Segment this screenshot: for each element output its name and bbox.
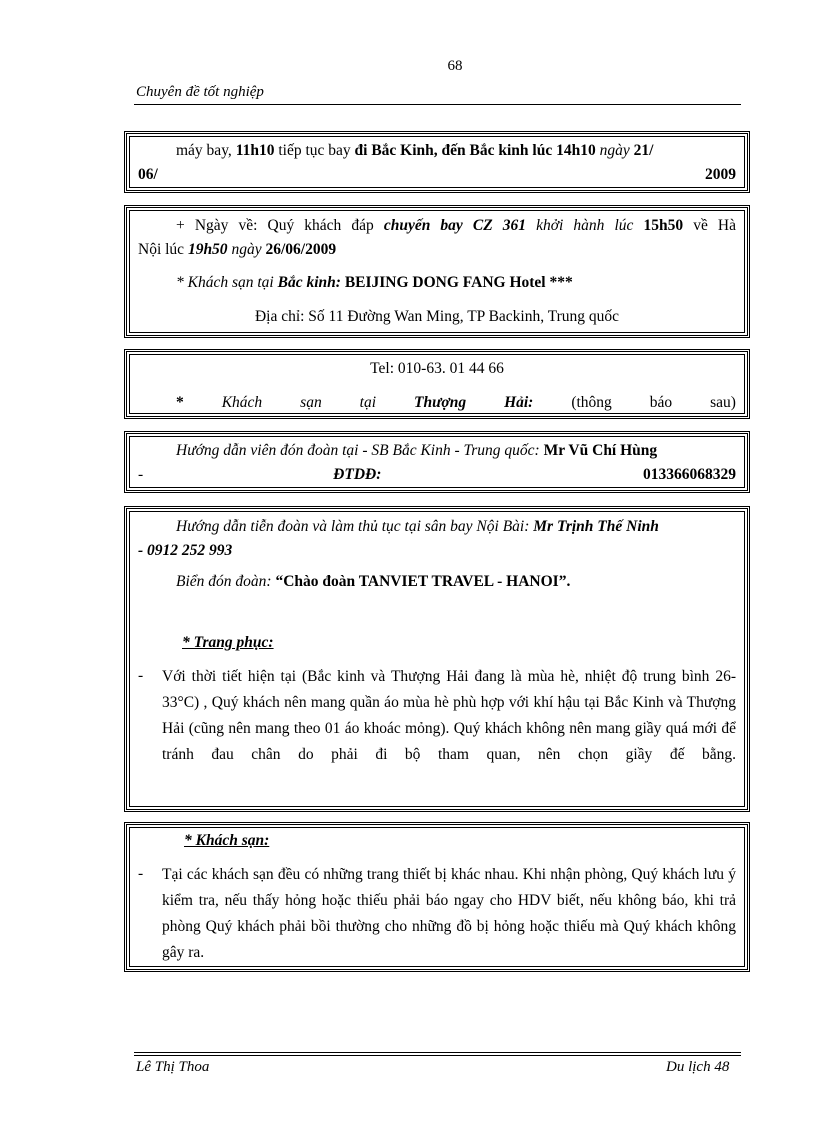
hotel-address: Địa chỉ: Số 11 Đường Wan Ming, TP Backinh, Trung quốc (254, 308, 620, 325)
footer-label: Du lịch 48 (666, 1059, 730, 1075)
footer-rule (134, 1055, 741, 1056)
text: đi Bắc Kinh, đến Bắc kinh lúc 14h10 (354, 142, 596, 159)
text: Hải: (504, 394, 534, 411)
text: Hướng dẫn tiễn đoàn và làm thủ tục tại sân bay Nội Bài: (176, 518, 530, 535)
flight-line-2 (138, 163, 736, 187)
hotel-text: Tại các khách sạn đều có những trang thiết bị khác nhau. Khi nhận phòng, Quý khách lưu ý kiểm tra, nếu thấy hỏng hoặc thiếu phải báo ngay cho HDV biết, nếu không báo, khi trả phòng Quý khách phải bồi thường cho những đồ bị hỏng hoặc thiếu mà Quý khách không gây ra. (162, 866, 736, 961)
text: Mr Trịnh Thế Ninh (529, 518, 659, 535)
text: sạn (300, 394, 322, 411)
text: 11h10 (235, 142, 275, 159)
text: Nội lúc (138, 241, 188, 258)
return-line-1 (138, 214, 736, 238)
hotel-shanghai (138, 391, 736, 415)
return-line-2 (138, 238, 736, 262)
section-clothing (138, 631, 736, 655)
text: Khách (221, 394, 263, 411)
footer-author: Lê Thị Thoa (136, 1059, 210, 1075)
text: “Chào đoàn TANVIET TRAVEL - HANOI”. (275, 573, 571, 590)
tel-box (124, 349, 750, 419)
text: + Ngày về: Quý khách đáp (176, 217, 384, 234)
text: 2009 (705, 166, 736, 183)
text: BEIJING DONG FANG Hotel *** (340, 274, 573, 291)
text: khởi hành lúc (526, 217, 634, 234)
text: 06/ (138, 166, 158, 183)
text: 21/ (629, 142, 654, 159)
flight-box (124, 131, 750, 193)
guide-box (124, 431, 750, 493)
text: - (138, 466, 144, 483)
send-off-box (124, 506, 750, 812)
text: * Khách sạn: (184, 832, 270, 849)
header-rule (134, 104, 741, 105)
text: Mr Vũ Chí Hùng (539, 442, 658, 459)
text: 013366068329 (643, 466, 736, 483)
text: sau) (710, 394, 736, 411)
bullet: - (138, 865, 144, 882)
hotel-item (138, 862, 736, 966)
welcome-sign (138, 570, 736, 594)
text: Thượng (414, 394, 467, 411)
text: Biển đón đoàn: (176, 573, 276, 590)
guide-line-2 (138, 463, 736, 487)
page-number: 68 (447, 58, 463, 74)
section-hotel (138, 829, 736, 853)
send-off-phone: - 0912 252 993 (138, 542, 233, 559)
text: * Trang phục: (182, 634, 274, 651)
text: 19h50 (187, 241, 228, 258)
text: báo (649, 394, 673, 411)
text: * (176, 394, 184, 411)
clothing-item (138, 664, 736, 768)
text: (thông (571, 394, 612, 411)
hotel-beijing (138, 271, 736, 295)
text: ĐTDĐ: (333, 466, 382, 483)
text: 15h50 (633, 217, 684, 234)
header-title: Chuyên đề tốt nghiệp (136, 84, 264, 100)
bullet: - (138, 667, 144, 684)
text: chuyến bay CZ 361 (383, 217, 527, 234)
text: Bắc kinh: (277, 274, 341, 291)
guide-line-1 (138, 439, 736, 463)
text: ngày (595, 142, 630, 159)
flight-line-1 (138, 139, 736, 163)
text: 26/06/2009 (261, 241, 337, 258)
footer-rule (134, 1052, 741, 1053)
clothing-text: Với thời tiết hiện tại (Bắc kinh và Thượng Hải đang là mùa hè, nhiệt độ trung bình 26- 33°C) , Quý khách nên mang quần áo mùa hè phù hợp với khí hậu tại Bắc Kinh và Thượng Hải (cũng nên mang theo 01 áo khoác mỏng). Quý khách không nên mang giầy quá mới để tránh đau chân do phải đi bộ tham quan, nên chọn giầy đế bằng. (162, 668, 736, 763)
text: ngày (227, 241, 262, 258)
hotel-tel: Tel: 010-63. 01 44 66 (370, 360, 504, 377)
text: tại (359, 394, 377, 411)
hotel-notes-box (124, 822, 750, 972)
return-hotel-box (124, 205, 750, 338)
text: tiếp tục bay (274, 142, 355, 159)
send-off-line-1 (138, 515, 736, 539)
text: Hướng dẫn viên đón đoàn tại - SB Bắc Kinh - Trung quốc: (176, 442, 540, 459)
text: về Hà (683, 217, 736, 234)
text: * Khách sạn tại (176, 274, 278, 291)
text: máy bay, (176, 142, 236, 159)
